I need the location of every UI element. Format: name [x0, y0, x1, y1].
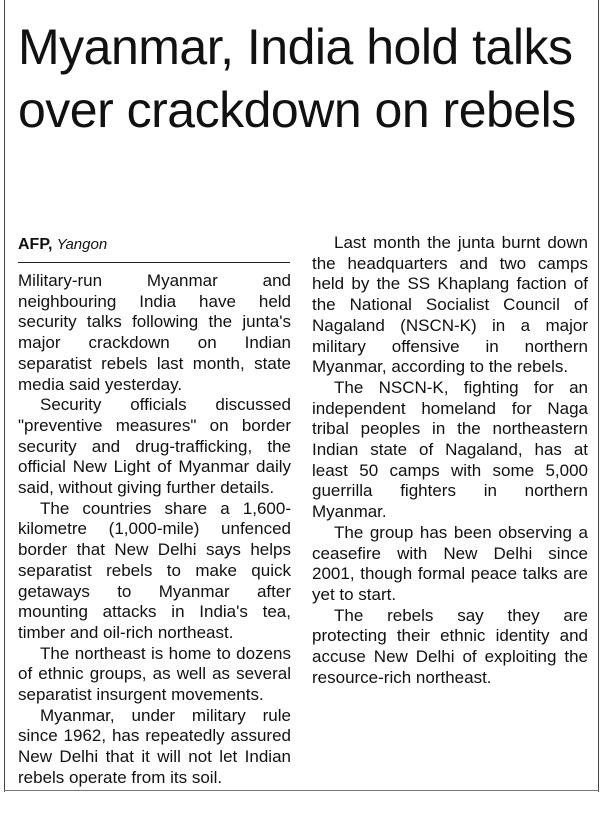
- headline: Myanmar, India hold talks over crackdown on rebels: [18, 19, 576, 138]
- left-border-rule: [4, 0, 5, 792]
- paragraph-9: The rebels say they are protecting their ethnic identity and accuse New Delhi of exploiting the resource-rich northeast.: [312, 605, 588, 687]
- paragraph-5: Myanmar, under military rule since 1962, has repeatedly assured New Delhi that it will not let Indian rebels operate from its soil.: [18, 705, 291, 787]
- bottom-border-rule: [4, 790, 599, 791]
- byline-rule: [18, 262, 290, 263]
- byline-agency: AFP,: [18, 236, 53, 253]
- right-border-rule: [598, 0, 599, 792]
- paragraph-2: Security officials discussed "preventive measures" on border security and drug-trafficking, the official New Light of Myanmar daily said, without giving further details.: [18, 395, 291, 498]
- column-right: [312, 233, 588, 688]
- paragraph-8: The group has been observing a ceasefire with New Delhi since 2001, though formal peace talks are yet to start.: [312, 522, 588, 604]
- paragraph-7: The NSCN-K, fighting for an independent homeland for Naga tribal peoples in the northeastern Indian state of Nagaland, has at least 50 camps with some 5,000 guerrilla fighters in northern Myanmar.: [312, 377, 588, 522]
- byline: [18, 236, 290, 254]
- paragraph-4: The northeast is home to dozens of ethnic groups, as well as several separatist insurgent movements.: [18, 643, 291, 705]
- paragraph-1: Military-run Myanmar and neighbouring India have held security talks following the junta's major crackdown on Indian separatist rebels last month, state media said yesterday.: [18, 271, 291, 394]
- paragraph-6: Last month the junta burnt down the headquarters and two camps held by the SS Khaplang faction of the National Socialist Council of Nagaland (NSCN-K) in a major military offensive in northern Myanmar, according to the rebels.: [312, 233, 588, 377]
- byline-place: Yangon: [56, 236, 108, 253]
- paragraph-3: The countries share a 1,600-kilometre (1,000-mile) unfenced border that New Delhi says helps separatist rebels to make quick getaways to Myanmar after mounting attacks in India's tea, timber and oil-rich northeast.: [18, 498, 291, 642]
- column-left: [18, 271, 291, 789]
